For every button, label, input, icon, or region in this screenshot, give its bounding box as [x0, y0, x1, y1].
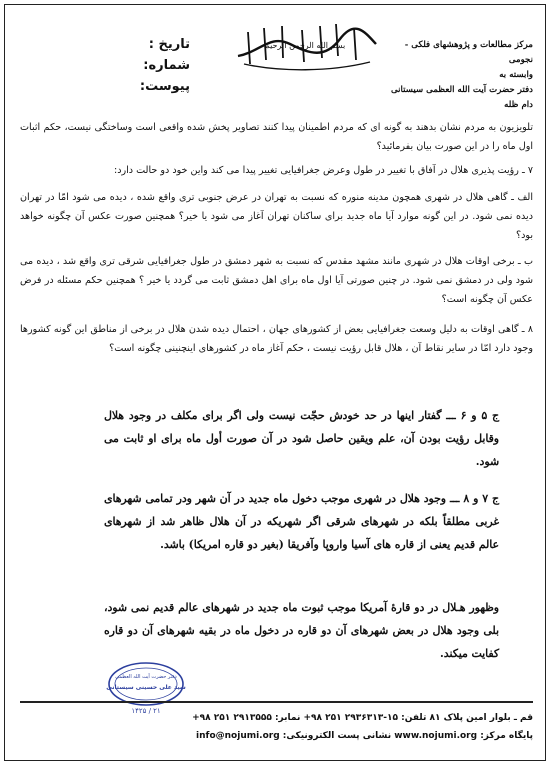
question-paragraph: ۷ ـ رؤیت پذیری هلال در آفاق با تغییر در طول وعرض جغرافیایی تغییر پیدا می کند واین خود دو حالت دارد:	[114, 165, 533, 176]
question-paragraph: ۸ ـ گاهی اوقات به دلیل وسعت جغرافیایی بعض از کشورهای جهان ، احتمال دیده شدن هلال در برخی از مناطق این گونه کشورها وجود دارد امّا در سایر نقاط آن ، هلال قابل رؤیت نیست ، حکم آغاز ماه در کشورهای اینچنینی چگونه است؟	[20, 324, 533, 354]
office-block	[383, 38, 533, 113]
answer-paragraph: ج ۷ و ۸ ـــ وجود هلال در شهری موجب دخول ماه جدید در آن شهر ودر تمامی شهرهای غربی مطلقاً بلکه در شهرهای شرقی اگر شهریکه در آن هلال ظاهر شد از شهرهای عالم قدیم یعنی از قاره های آسیا واروپا وآفریقا (بغیر دو قاره امریکا) باشد.	[104, 492, 499, 551]
seal-line: سید علی حسینی سیستانی	[106, 684, 186, 691]
footer-website: پایگاه مرکز: www.nojumi.org نشانی پست الکترونیکی: info@nojumi.org	[196, 731, 533, 741]
office-line: وابسته به	[499, 70, 533, 80]
question-paragraph: الف ـ گاهی هلال در شهری همچون مدینه منوره که نسبت به تهران در عرض جنوبی تری واقع شده ، دیده می شود امّا در تهران دیده نمی شود. در این گونه موارد آیا ماه جدید برای ساکنان تهران آغاز می شود یا خیر؟ همچنین صورت عکس آن چگونه خواهد بود؟	[20, 192, 533, 241]
office-line: دفتر حضرت آیت الله العظمی سیستانی دام ظله	[390, 85, 533, 110]
basmala-calligraphy	[230, 14, 380, 74]
question-paragraph: تلویزیون به مردم نشان بدهند به گونه ای که مردم اطمینان پیدا کنند تصاویر پخش شده واقعی است وساختگی نیست، حکم اثبات اول ماه را در این صورت بیان بفرمائید؟	[20, 122, 533, 152]
number-label: شماره:	[143, 58, 190, 73]
answer-paragraph: وظهور هـلال در دو قارهٔ آمریکا موجب ثبوت ماه جدید در شهرهای عالم قدیم نمی شود، بلی وجود هلال در بعض شهرهای آن دو قاره در دخول ماه در بقیه شهرهای آن دو قاره کفایت میکند.	[104, 601, 499, 660]
footer-address: قم ـ بلوار امین پلاک ۸۱ تلفن: ۱۵-۲۹۳۶۳۱۳ ۲۵۱ ۹۸+ نمابر: ۲۹۱۳۵۵۵ ۲۵۱ ۹۸+	[192, 713, 533, 723]
letter-meta	[100, 34, 190, 97]
attachment-label: پیوست:	[139, 79, 190, 94]
date-label: تاریخ :	[148, 37, 190, 52]
seal-line: دفتر حضرت آیت الله العظمی	[115, 674, 177, 680]
answer-paragraph: ج ۵ و ۶ ـــ گفتار اینها در حد خودش حجّت نیست ولی اگر برای مکلف در وجود هلال وقابل رؤیت بودن آن، علم ویقین حاصل شود در آن صورت أول ماه برای او ثابت می شود.	[104, 409, 500, 468]
office-line: مرکز مطالعات و پژوهشهای فلکی - نجومی	[404, 40, 533, 65]
letterhead-footer	[20, 701, 533, 745]
seal-date: ۱۴۲۵ / ۲۱	[131, 707, 161, 715]
question-paragraph: ب ـ برخی اوقات هلال در شهری مانند مشهد مقدس که نسبت به شهر دمشق در طول جغرافیایی شرقی تری واقع شد ، دیده می شود ولی در دمشق نمی شود. در چنین صورتی آیا اول ماه برای اهل دمشق ثابت می گردد یا خیر ؟ همچنین حکم مسئله در فرض عکس آن چگونه است؟	[20, 256, 533, 305]
basmala-text: بسم الله الرحمن الرحیم	[264, 41, 346, 50]
